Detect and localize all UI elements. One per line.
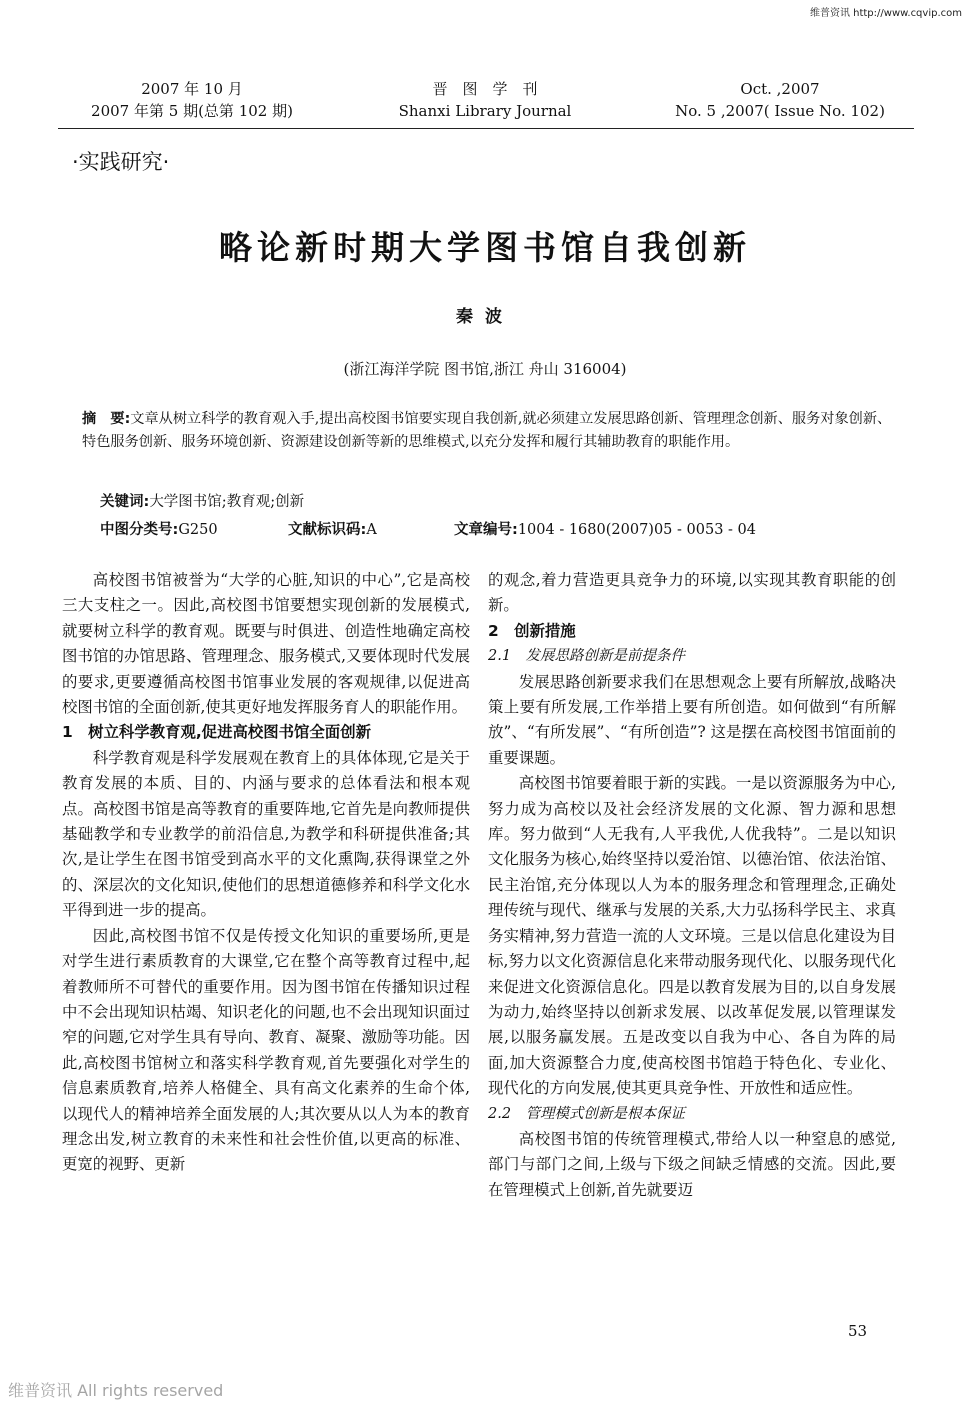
- paragraph: 高校图书馆被誉为“大学的心脏,知识的中心”,它是高校三大支柱之一。因此,高校图书馆要想实现创新的发展模式,就要树立科学的教育观。既要与时俱进、创造性地确定高校图书馆的办馆思路、管理理念、服务模式,又要体现时代发展的要求,更要遵循高校图书馆事业发展的客观规律,以促进高校图书馆的全面创新,使其更好地发挥服务育人的职能作用。: [62, 571, 470, 717]
- paragraph: 发展思路创新要求我们在思想观念上要有所解放,战略决策上要有所发展,工作举措上要有所创造。如何做到“有所解放”、“有所发展”、“有所创造”? 这是摆在高校图书馆面前的重要课题。: [488, 672, 896, 767]
- footer-watermark: 维普资讯 All rights reserved: [8, 1381, 224, 1400]
- article-title: 略论新时期大学图书馆自我创新: [219, 228, 751, 267]
- header-issue: 2007 年第 5 期(总第 102 期): [91, 102, 293, 120]
- journal-name-en: Shanxi Library Journal: [398, 102, 572, 120]
- paragraph: 高校图书馆要着眼于新的实践。一是以资源服务为中心,努力成为高校以及社会经济发展的文化源、智力源和思想库。努力做到“人无我有,人平我优,人优我特”。二是以知识文化服务为核心,始终坚持以爱治馆、以德治馆、依法治馆、民主治馆,充分体现以人为本的服务理念和管理理念,正确处理传统与现代、继承与发展的关系,大力弘扬科学民主、求真务实精神,努力营造一流的人文环境。三是以信息化建设为目标,努力以文化资源信息化来带动服务现代化、以服务现代化来促进文化资源信息化。四是以教育发展为目的,以自身发展为动力,始终坚持以创新求发展、以改革促发展,以管理谋发展,以服务赢发展。五是改变以自我为中心、各自为阵的局面,加大资源整合力度,使高校图书馆趋于特色化、专业化、现代化的方向发展,使其更具竞争性、开放性和适应性。: [488, 774, 896, 1098]
- article-number-item: [454, 518, 756, 539]
- doc-code-item: [288, 518, 454, 539]
- section-heading-1: 1 树立科学教育观,促进高校图书馆全面创新: [62, 723, 371, 742]
- header-date: 2007 年 10 月: [141, 80, 243, 98]
- right-column: [488, 568, 896, 1203]
- author-affiliation: (浙江海洋学院 图书馆,浙江 舟山 316004): [343, 360, 627, 378]
- keywords: [100, 490, 304, 511]
- keywords-text: 大学图书馆;教育观;创新: [149, 494, 305, 510]
- paragraph-continued: 的观念,着力营造更具竞争力的环境,以实现其教育职能的创新。: [488, 571, 896, 615]
- page-number: 53: [848, 1322, 868, 1340]
- paragraph: 因此,高校图书馆不仅是传授文化知识的重要场所,更是对学生进行素质教育的大课堂,它在整个高等教育过程中,起着教师所不可替代的重要作用。因为图书馆在传播知识过程中不会出现知识枯竭、知识老化的问题,也不会出现知识面过窄的问题,它对学生具有导向、教育、凝聚、激励等功能。因此,高校图书馆树立和落实科学教育观,首先要强化对学生的信息素质教育,培养人格健全、具有高文化素养的生命个体,以现代人的精神培养全面发展的人;其次要从以人为本的教育理念出发,树立教育的未来性和社会性价值,以更高的标准、更宽的视野、更新: [62, 926, 470, 1174]
- section-heading-2: 2 创新措施: [488, 621, 576, 640]
- clc-label: 中图分类号:: [100, 522, 179, 538]
- header-issue-en: No. 5 ,2007( Issue No. 102): [675, 102, 885, 120]
- article-number-value: 1004 - 1680(2007)05 - 0053 - 04: [517, 522, 756, 538]
- article-number-label: 文章编号:: [454, 522, 518, 538]
- subsection-heading-2-2: 2.2 管理模式创新是根本保证: [488, 1105, 686, 1122]
- clc-value: G250: [178, 522, 218, 538]
- subsection-heading-2-1: 2.1 发展思路创新是前提条件: [488, 648, 686, 665]
- top-watermark: 维普资讯 http://www.cqvip.com: [809, 8, 962, 19]
- header-divider: [58, 128, 914, 129]
- left-column: [62, 568, 470, 1178]
- header-date-en: Oct. ,2007: [740, 80, 820, 98]
- paragraph: 高校图书馆的传统管理模式,带给人以一种窒息的感觉,部门与部门之间,上级与下级之间缺乏情感的交流。因此,要在管理模式上创新,首先就要迈: [488, 1129, 896, 1199]
- abstract-label: 摘 要:: [82, 411, 131, 427]
- section-tag: ·实践研究·: [72, 150, 170, 174]
- header-right: [640, 78, 920, 122]
- article-author: 秦波: [456, 307, 514, 327]
- header-journal: [370, 78, 600, 122]
- header-left: [62, 78, 322, 122]
- classification-line: [100, 518, 920, 539]
- doc-code-label: 文献标识码:: [288, 522, 367, 538]
- abstract-text: 文章从树立科学的教育观入手,提出高校图书馆要实现自我创新,就必须建立发展思路创新、管理理念创新、服务对象创新、特色服务创新、服务环境创新、资源建设创新等新的思维模式,以充分发挥和履行其辅助教育的职能作用。: [82, 411, 892, 450]
- abstract: [82, 408, 894, 454]
- paragraph: 科学教育观是科学发展观在教育上的具体体现,它是关于教育发展的本质、目的、内涵与要求的总体看法和根本观点。高校图书馆是高等教育的重要阵地,它首先是向教师提供基础教学和专业教学的前沿信息,为教学和科研提供准备;其次,是让学生在图书馆受到高水平的文化熏陶,获得课堂之外的、深层次的文化知识,使他们的思想道德修养和科学文化水平得到进一步的提高。: [62, 748, 470, 920]
- keywords-label: 关键词:: [100, 494, 150, 510]
- clc-item: [100, 518, 288, 539]
- journal-name-cn: 晋 图 学 刊: [432, 80, 538, 98]
- doc-code-value: A: [366, 522, 377, 538]
